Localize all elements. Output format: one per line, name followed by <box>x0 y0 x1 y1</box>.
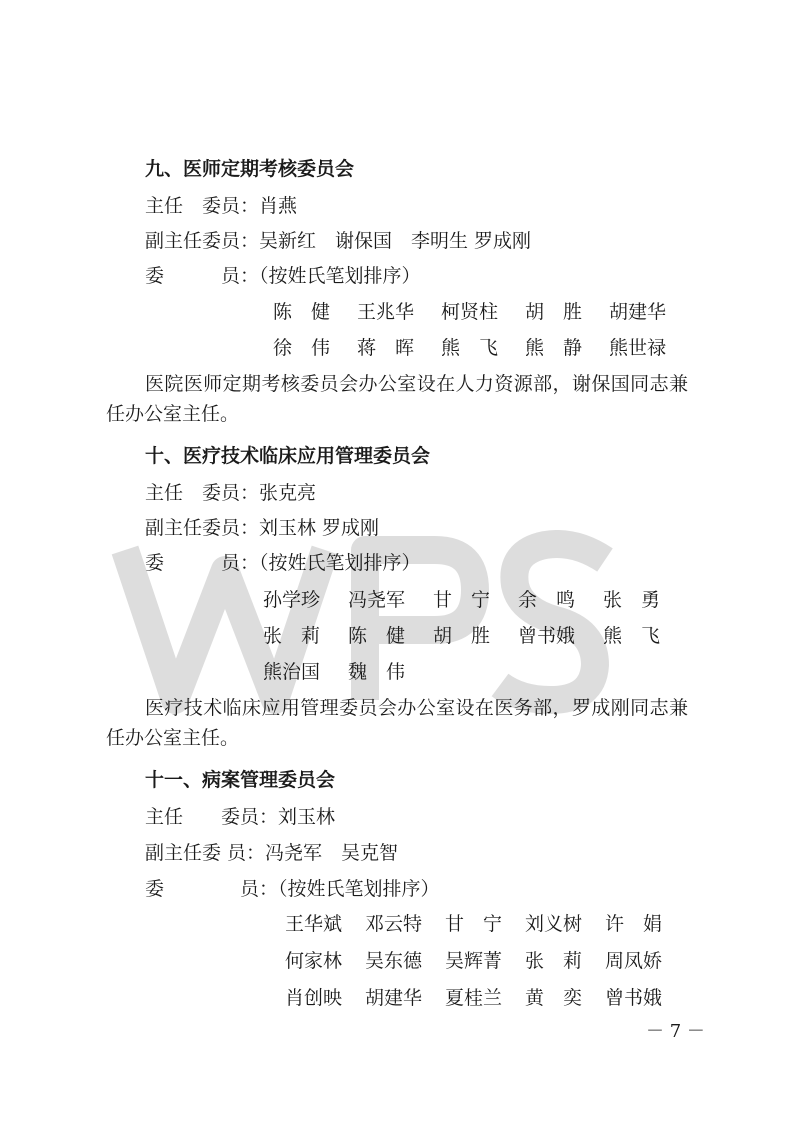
director-label: 主任 委员： <box>145 195 260 217</box>
member-row <box>263 624 688 648</box>
director-line-9 <box>145 194 297 218</box>
member-name: 甘 宁 <box>433 589 491 611</box>
members-line-9 <box>145 264 421 288</box>
member-name: 陈 健 <box>273 301 331 323</box>
members-label: 委 员： <box>145 265 260 287</box>
member-name: 孙学珍 <box>263 589 321 611</box>
member-name: 王兆华 <box>357 301 415 323</box>
member-name: 徐 伟 <box>273 337 331 359</box>
member-name: 吴辉菁 <box>445 950 503 972</box>
member-name: 魏 伟 <box>348 661 406 683</box>
member-row <box>263 660 433 684</box>
members-line-10 <box>145 551 421 575</box>
section-heading-11: 十一、病案管理委员会 <box>145 769 336 791</box>
member-name: 曾书娥 <box>605 987 663 1009</box>
members-note: （按姓氏笔划排序） <box>278 878 440 900</box>
member-name: 胡建华 <box>609 301 667 323</box>
members-label: 委 员： <box>145 552 260 574</box>
member-row <box>285 912 685 936</box>
member-name: 陈 健 <box>348 625 406 647</box>
member-name: 何家林 <box>285 950 343 972</box>
member-name: 张 莉 <box>525 950 583 972</box>
director-label: 主任 委员： <box>145 806 279 828</box>
member-name: 甘 宁 <box>445 913 503 935</box>
member-row <box>285 986 685 1010</box>
member-name: 吴东德 <box>365 950 423 972</box>
member-row <box>263 588 688 612</box>
director-label: 主任 委员： <box>145 482 260 504</box>
member-name: 张 莉 <box>263 625 321 647</box>
member-name: 蒋 晖 <box>357 337 415 359</box>
member-name: 熊 飞 <box>441 337 499 359</box>
director-name: 刘玉林 <box>278 806 336 828</box>
director-line-10 <box>145 481 316 505</box>
member-name: 熊治国 <box>263 661 321 683</box>
member-name: 张 勇 <box>603 589 661 611</box>
deputy-names: 冯尧军 吴克智 <box>265 842 399 864</box>
section-heading-10: 十、医疗技术临床应用管理委员会 <box>145 445 431 467</box>
office-note-10: 医疗技术临床应用管理委员会办公室设在医务部，罗成刚同志兼任办公室主任。 <box>106 697 688 749</box>
member-name: 邓云特 <box>365 913 423 935</box>
members-note: （按姓氏笔划排序） <box>259 265 421 287</box>
deputy-names: 吴新红 谢保国 李明生 罗成刚 <box>259 230 532 252</box>
members-note: （按姓氏笔划排序） <box>259 552 421 574</box>
deputy-label: 副主任委 员： <box>145 842 266 864</box>
member-name: 许 娟 <box>605 913 663 935</box>
page-number: － 7 － <box>646 1021 705 1042</box>
member-name: 胡 胜 <box>433 625 491 647</box>
deputy-line-11 <box>145 841 398 865</box>
section-heading-9: 九、医师定期考核委员会 <box>145 158 355 180</box>
member-name: 熊世禄 <box>609 337 667 359</box>
members-label: 委 员： <box>145 878 279 900</box>
members-line-11 <box>145 877 440 901</box>
member-name: 胡建华 <box>365 987 423 1009</box>
member-name: 夏桂兰 <box>445 987 503 1009</box>
member-name: 刘义树 <box>525 913 583 935</box>
member-name: 胡 胜 <box>525 301 583 323</box>
office-note-9: 医院医师定期考核委员会办公室设在人力资源部，谢保国同志兼任办公室主任。 <box>106 373 688 425</box>
member-name: 熊 飞 <box>603 625 661 647</box>
member-name: 冯尧军 <box>348 589 406 611</box>
director-line-11 <box>145 805 335 829</box>
member-row <box>273 300 693 324</box>
member-name: 周凤娇 <box>605 950 663 972</box>
member-name: 熊 静 <box>525 337 583 359</box>
deputy-label: 副主任委员： <box>145 517 260 539</box>
member-row <box>285 949 685 973</box>
member-name: 曾书娥 <box>518 625 576 647</box>
member-row <box>273 336 693 360</box>
deputy-names: 刘玉林 罗成刚 <box>259 517 380 539</box>
deputy-line-9 <box>145 229 531 253</box>
member-name: 王华斌 <box>285 913 343 935</box>
deputy-line-10 <box>145 516 379 540</box>
director-name: 肖燕 <box>259 195 298 217</box>
member-name: 余 鸣 <box>518 589 576 611</box>
member-name: 黄 奕 <box>525 987 583 1009</box>
director-name: 张克亮 <box>259 482 317 504</box>
member-name: 柯贤柱 <box>441 301 499 323</box>
member-name: 肖创映 <box>285 987 343 1009</box>
deputy-label: 副主任委员： <box>145 230 260 252</box>
